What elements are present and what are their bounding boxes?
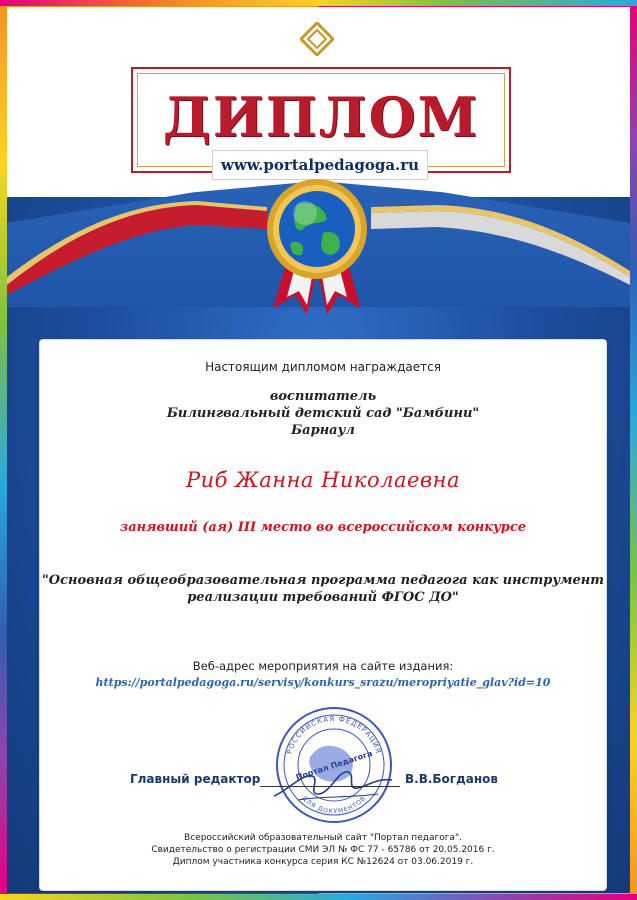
footer-line-2: Свидетельство о регистрации СМИ ЭЛ № ФС 77 - 65786 от 20.05.2016 г. — [151, 845, 495, 855]
stamp-center-text: Портал Педагога — [294, 748, 374, 783]
recipient-position — [40, 388, 606, 439]
position-city: Барнаул — [291, 423, 355, 438]
diploma-title: ДИПЛОМ — [162, 85, 480, 149]
web-address-label: Веб-адрес мероприятия на сайте издания: — [192, 659, 454, 673]
footer-info — [40, 832, 606, 868]
contest-title — [40, 572, 606, 606]
position-title: воспитатель — [269, 389, 377, 404]
contest-title-line-1: "Основная общеобразовательная программа педагога как инструмент — [42, 573, 604, 588]
recipient-name: Риб Жанна Николаевна — [185, 468, 461, 492]
content-panel — [40, 340, 606, 890]
signature-line — [260, 786, 400, 787]
signature-icon — [268, 760, 398, 805]
stamp-bottom-text: ДЛЯ ДОКУМЕНТОВ — [300, 794, 368, 816]
editor-role: Главный редактор — [130, 772, 261, 786]
awarded-text: Настоящим дипломом награждается — [205, 360, 441, 374]
diamond-logo-icon — [300, 22, 334, 56]
site-url: www.portalpedagoga.ru — [212, 150, 428, 180]
editor-name: В.В.Богданов — [405, 772, 498, 786]
web-address-link[interactable]: https://portalpedagoga.ru/servisy/konkurs_srazu/meropriyatie_glav?id=10 — [95, 676, 551, 689]
footer-line-1: Всероссийский образовательный сайт "Портал педагога". — [184, 833, 462, 843]
globe-medal-icon — [253, 167, 381, 317]
certificate-sheet — [7, 7, 630, 893]
place-text: занявший (ая) III место во всероссийском конкурсе — [119, 520, 527, 535]
stamp-top-text: РОССИЙСКАЯ ФЕДЕРАЦИЯ — [285, 714, 383, 756]
contest-title-line-2: реализации требований ФГОС ДО" — [187, 590, 459, 605]
position-organization: Билингвальный детский сад "Бамбини" — [166, 406, 480, 421]
footer-line-3: Диплом участника конкурса серия КС №12624 от 03.06.2019 г. — [172, 857, 474, 867]
